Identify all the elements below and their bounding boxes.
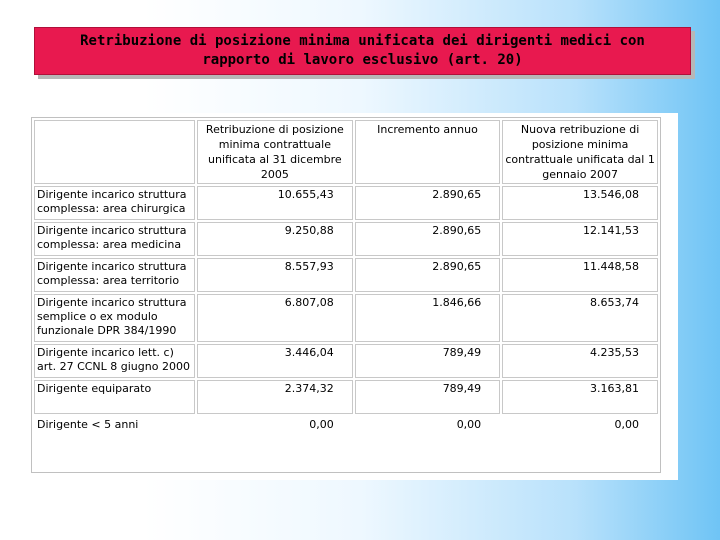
row-new-value: 3.163,81	[502, 380, 658, 414]
row-label: Dirigente incarico struttura complessa: area chirurgica	[34, 186, 195, 220]
slide-title-line-1: Retribuzione di posizione minima unificata dei dirigenti medici con	[80, 33, 645, 49]
header-new-salary: Nuova retribuzione di posizione minima contrattuale unificata dal 1 gennaio 2007	[502, 120, 658, 184]
row-increment-value: 2.890,65	[355, 186, 500, 220]
table-row	[34, 294, 658, 342]
table-panel	[28, 113, 678, 480]
row-new-value: 0,00	[502, 416, 658, 470]
table-row	[34, 344, 658, 378]
row-base-value: 10.655,43	[197, 186, 353, 220]
table-row	[34, 258, 658, 292]
row-new-value: 12.141,53	[502, 222, 658, 256]
header-empty-cell	[34, 120, 195, 184]
table-row	[34, 186, 658, 220]
row-base-value: 3.446,04	[197, 344, 353, 378]
header-annual-increment: Incremento annuo	[355, 120, 500, 184]
row-label: Dirigente incarico struttura complessa: area territorio	[34, 258, 195, 292]
row-label: Dirigente incarico struttura semplice o ex modulo funzionale DPR 384/1990	[34, 294, 195, 342]
row-increment-value: 2.890,65	[355, 258, 500, 292]
row-label: Dirigente incarico struttura complessa: area medicina	[34, 222, 195, 256]
slide-title	[34, 27, 691, 75]
row-base-value: 0,00	[197, 416, 353, 470]
row-increment-value: 0,00	[355, 416, 500, 470]
row-new-value: 13.546,08	[502, 186, 658, 220]
slide-title-line-2: rapporto di lavoro esclusivo (art. 20)	[202, 52, 523, 68]
row-label: Dirigente < 5 anni	[34, 416, 195, 470]
row-increment-value: 2.890,65	[355, 222, 500, 256]
row-base-value: 9.250,88	[197, 222, 353, 256]
row-new-value: 8.653,74	[502, 294, 658, 342]
salary-table	[31, 117, 661, 473]
row-base-value: 8.557,93	[197, 258, 353, 292]
row-label: Dirigente equiparato	[34, 380, 195, 414]
row-base-value: 6.807,08	[197, 294, 353, 342]
row-new-value: 4.235,53	[502, 344, 658, 378]
row-increment-value: 1.846,66	[355, 294, 500, 342]
row-increment-value: 789,49	[355, 344, 500, 378]
row-increment-value: 789,49	[355, 380, 500, 414]
row-new-value: 11.448,58	[502, 258, 658, 292]
table-header-row	[34, 120, 658, 184]
row-label: Dirigente incarico lett. c) art. 27 CCNL 8 giugno 2000	[34, 344, 195, 378]
header-base-salary: Retribuzione di posizione minima contrattuale unificata al 31 dicembre 2005	[197, 120, 353, 184]
table-row	[34, 380, 658, 414]
row-base-value: 2.374,32	[197, 380, 353, 414]
table-row	[34, 416, 658, 470]
table-row	[34, 222, 658, 256]
